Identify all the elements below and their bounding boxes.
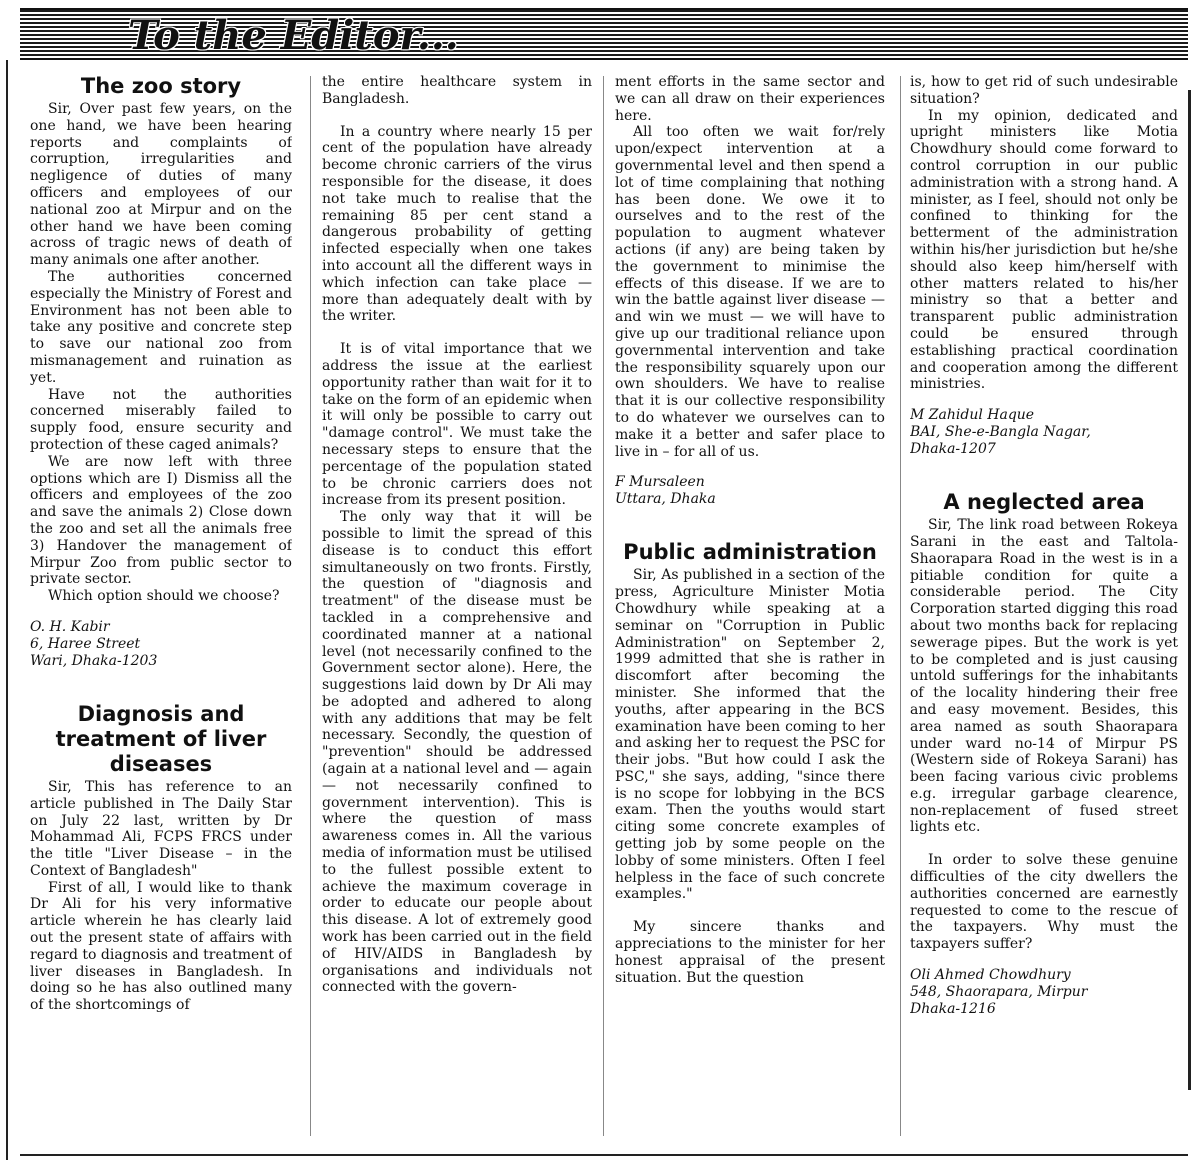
spacer: [910, 474, 1178, 490]
signature-line: Dhaka-1216: [910, 1001, 996, 1018]
article-headline: A neglected area: [943, 490, 1145, 515]
signature-line: BAI, She-e-Bangla Nagar,: [910, 424, 1091, 441]
article-headline: Public administration: [623, 540, 877, 565]
letter-signature: [30, 619, 292, 670]
letter-paragraph: We are now left with three options which are I) Dismiss all the officers and employees of the zoo and save the animals 2) Close down the zoo and set all the animals free 3) Handover the management of Mirpur Zoo from public sector to private sector.: [30, 453, 292, 588]
section-banner: [20, 8, 1188, 60]
spacer: [30, 670, 292, 686]
spacer: [30, 686, 292, 702]
column-rule: [603, 76, 604, 1136]
column-3: [615, 74, 885, 1154]
signature-line: Oli Ahmed Chowdhury: [910, 967, 1071, 984]
column-2: [322, 74, 592, 1154]
letter-paragraph: In a country where nearly 15 per cent of the population have already become chronic carriers of the virus responsible for the disease, it does not take much to realise that the remaining 85 per cent stand a dangerous probability of getting infected especially when one takes into account all the different ways in which infection can take place — more than adequately dealt with by the writer.: [322, 123, 592, 325]
signature-line: M Zahidul Haque: [910, 407, 1035, 424]
spacer: [615, 524, 885, 540]
spacer: [910, 458, 1178, 474]
signature-line: Uttara, Dhaka: [615, 491, 716, 508]
letter-paragraph: Sir, Over past few years, on the one hand, we have been hearing reports and complaints of corruption, irregularities and negligence of duties of many officers and employees of our national zoo at Mirpur and on the other hand we have been coming across of tragic news of death of many animals one after another.: [30, 101, 292, 269]
column-rule: [900, 76, 901, 1136]
signature-line: Wari, Dhaka-1203: [30, 652, 158, 669]
letter-paragraph: Sir, The link road between Rokeya Sarani in the east and Taltola-Shaorapara Road in the west is in a pitiable condition for quite a considerable period. The City Corporation started digging this road about two months back for replacing sewerage pipes. But the work is yet to be completed and is just causing untold sufferings for the inhabitants of the locality hindering their free and easy movement. Besides, this area named as south Shaorapara under ward no-14 of Mirpur PS (Western side of Rokeya Sarani) has been facing various civic problems e.g. irregular garbage clearence, non-replacement of fused street lights etc.: [910, 517, 1178, 836]
letter-paragraph: The only way that it will be possible to limit the spread of this disease is to conduct this effort simultaneously on two fronts. Firstly, the question of "diagnosis and treatment" of the disease must be tackled in a comprehensive and coordinated manner at a national level (not necessarily confined to the Government sector alone). Here, the suggestions laid down by Dr Ali may be adopted and adhered to along with any additions that may be felt necessary. Secondly, the question of "prevention" should be addressed (again at a national level and — again — not necessarily confined to government intervention). This is where the question of mass awareness comes in. All the various media of information must be utilised to the fullest possible extent to achieve the maximum coverage in order to educate our people about this disease. A lot of extremely good work has been carried out in the field of HIV/AIDS in Bangladesh by organisations and individuals not connected with the govern-: [322, 509, 592, 996]
letter-paragraph: It is of vital importance that we address the issue at the earliest opportunity rather than wait for it to take on the form of an epidemic when it will only be possible to carry out "damage control". We must take the necessary steps to ensure that the percentage of the population stated to be chronic carriers does not increase from its present position.: [322, 341, 592, 509]
letter-paragraph: Sir, As published in a section of the press, Agriculture Minister Motia Chowdhury while speaking at a seminar on "Corruption in Public Administration" on September 2, 1999 admitted that she is rather in discomfort after becoming the minister. She informed that the youths, after appearing in the BCS examination have been coming to her and asking her to request the PSC for their jobs. "But how could I ask the PSC," she says, adding, "since there is no scope for lobbying in the BCS exam. Then the youths would start citing some concrete examples of getting job by some people on the lobby of some ministers. Often I feel helpless in the face of such concrete examples.": [615, 567, 885, 903]
signature-line: Dhaka-1207: [910, 441, 996, 458]
column-rule: [310, 76, 311, 1136]
page-edge-right: [1188, 90, 1191, 1090]
letter-signature: [615, 474, 885, 508]
section-title: To the Editor...: [128, 12, 459, 59]
signature-line: 548, Shaorapara, Mirpur: [910, 984, 1088, 1001]
spacer: [322, 325, 592, 341]
letter-paragraph: My sincere thanks and appreciations to the minister for her honest appraisal of the present situation. But the question: [615, 919, 885, 986]
signature-line: 6, Haree Street: [30, 635, 141, 652]
letter-signature: [910, 407, 1178, 458]
article-headline: The zoo story: [80, 74, 242, 98]
spacer: [615, 903, 885, 919]
letter-paragraph: ment efforts in the same sector and we can all draw on their experiences here.: [615, 74, 885, 124]
column-4: [910, 74, 1178, 1154]
letter-paragraph: is, how to get rid of such undesirable situation?: [910, 74, 1178, 107]
bottom-rule: [20, 1154, 1188, 1156]
page-edge-left: [6, 60, 8, 1160]
letter-paragraph: First of all, I would like to thank Dr Ali for his very informative article wherein he has clearly laid out the present state of affairs with regard to diagnosis and treatment of liver diseases in Bangladesh. In doing so he has also outlined many of the shortcomings of: [30, 879, 292, 1014]
letter-paragraph: In order to solve these genuine difficulties of the city dwellers the authorities concerned are earnestly requested to come to the rescue of the taxpayers. Why must the taxpayers suffer?: [910, 852, 1178, 953]
column-1: [30, 74, 292, 1154]
signature-line: O. H. Kabir: [30, 618, 110, 635]
letter-paragraph: In my opinion, dedicated and upright ministers like Motia Chowdhury should come forward to control corruption in our public administration with a strong hand. A minister, as I feel, should not only be confined to thinking for the betterment of the administration within his/her jurisdiction but he/she should also keep him/herself with other matters related to his/her ministry so that a better and transparent public administration could be ensured through establishing practical coordination and cooperation among the different ministries.: [910, 107, 1178, 393]
spacer: [615, 508, 885, 524]
spacer: [910, 836, 1178, 852]
letter-paragraph: Have not the authorities concerned miserably failed to supply food, ensure security and protection of these caged animals?: [30, 386, 292, 453]
letter-paragraph: The authorities concerned especially the Ministry of Forest and Environment has not been able to take any positive and concrete step to save our national zoo from mismanagement and ruination as yet.: [30, 268, 292, 386]
letter-paragraph: the entire healthcare system in Bangladesh.: [322, 74, 592, 107]
letter-signature: [910, 967, 1178, 1018]
letter-paragraph: Sir, This has reference to an article published in The Daily Star on July 22 last, written by Dr Mohammad Ali, FCPS FRCS under the title "Liver Disease – in the Context of Bangladesh": [30, 778, 292, 879]
spacer: [322, 108, 592, 124]
letter-paragraph: Which option should we choose?: [48, 588, 280, 605]
article-headline: Diagnosis and treatment of liver diseases: [55, 701, 267, 776]
letter-paragraph: All too often we wait for/rely upon/expect intervention at a governmental level and then spend a lot of time complaining that nothing has been done. We owe it to ourselves and to the rest of the population to augment whatever actions (if any) are being taken by the government to minimise the effects of this disease. If we are to win the battle against liver disease — and win we must — we will have to give up our traditional reliance upon governmental intervention and take the responsibility squarely upon our own shoulders. We have to realise that it is our collective responsibility to do whatever we ourselves can to make it a better and safer place to live in – for all of us.: [615, 124, 885, 460]
signature-line: F Mursaleen: [615, 474, 705, 491]
